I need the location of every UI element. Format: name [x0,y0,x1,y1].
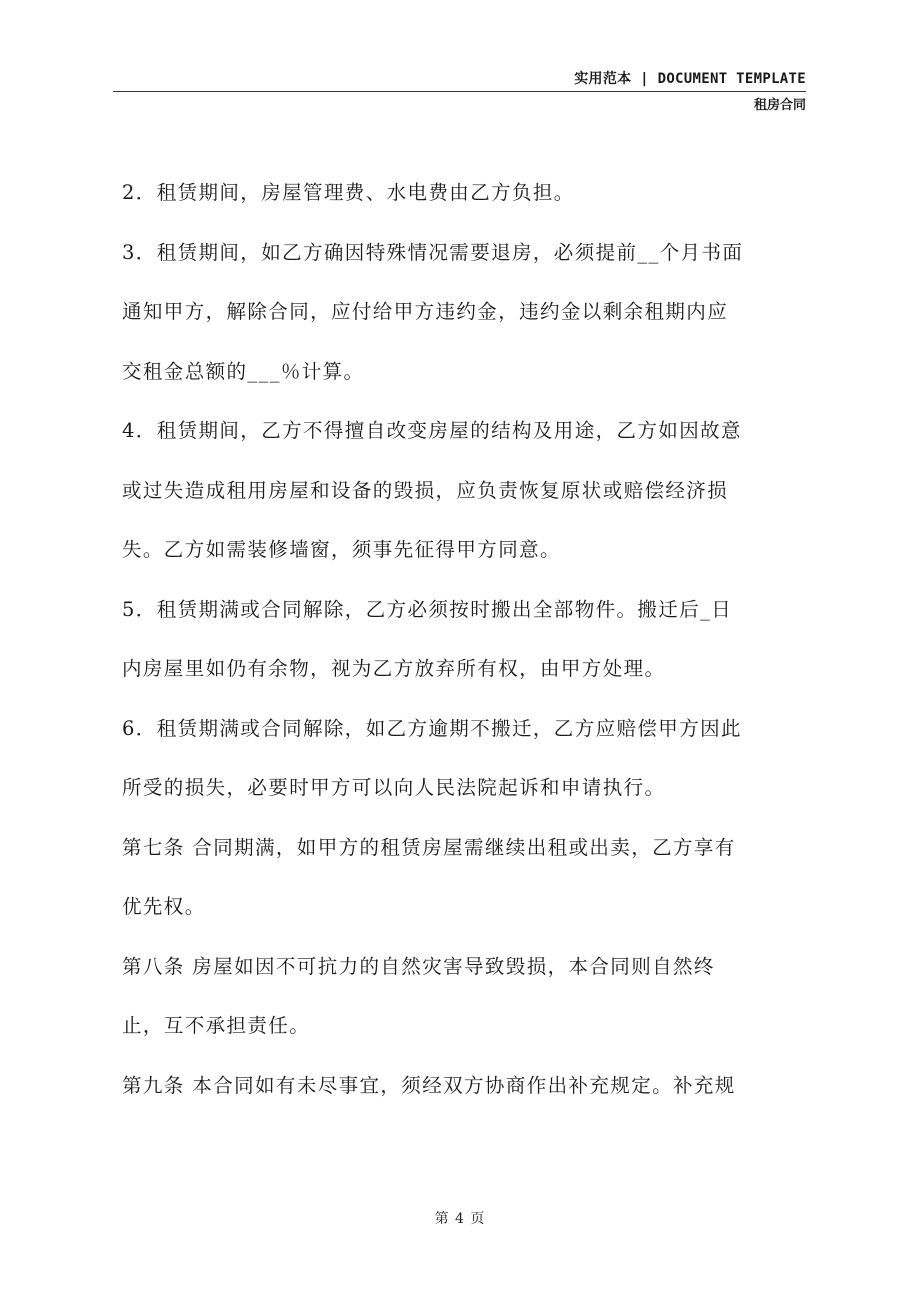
text-line: 5．租赁期满或合同解除，乙方必须按时搬出全部物件。搬迁后_日 [122,597,733,621]
text-line: 第七条 合同期满，如甲方的租赁房屋需继续出租或出卖，乙方享有 [122,835,736,859]
text-line: 通知甲方，解除合同，应付给甲方违约金，违约金以剩余租期内应 [122,300,729,323]
header-subtitle: 租房合同 [753,98,806,113]
text-line: 第九条 本合同如有未尽事宜，须经双方协商作出补充规定。补充规 [122,1073,736,1097]
page-number: 第 4 页 [434,1211,486,1227]
text-line: 失。乙方如需装修墙窗，须事先征得甲方同意。 [122,538,561,561]
text-line: 6．租赁期满或合同解除，如乙方逾期不搬迁，乙方应赔偿甲方因此 [122,716,742,740]
text-line: 3．租赁期间，如乙方确因特殊情况需要退房，必须提前__个月书面 [122,240,744,264]
text-line: 优先权。 [122,895,206,918]
text-line: 4．租赁期间，乙方不得擅自改变房屋的结构及用途，乙方如因故意 [122,419,742,442]
text-line: 内房屋里如仍有余物，视为乙方放弃所有权，由甲方处理。 [122,657,666,680]
document-body [122,170,806,1122]
header-title: 实用范本 | DOCUMENT TEMPLATE [574,71,806,87]
text-line: 止，互不承担责任。 [122,1014,311,1037]
text-line: 交租金总额的___％计算。 [122,359,365,383]
text-line: 2．租赁期间，房屋管理费、水电费由乙方负担。 [122,181,575,204]
text-line: 第八条 房屋如因不可抗力的自然灾害导致毁损，本合同则自然终 [122,954,715,978]
page-header [113,68,806,114]
text-line: 所受的损失，必要时甲方可以向人民法院起诉和申请执行。 [122,776,666,799]
text-line: 或过失造成租用房屋和设备的毁损，应负责恢复原状或赔偿经济损 [122,478,729,502]
header-divider [113,91,806,92]
